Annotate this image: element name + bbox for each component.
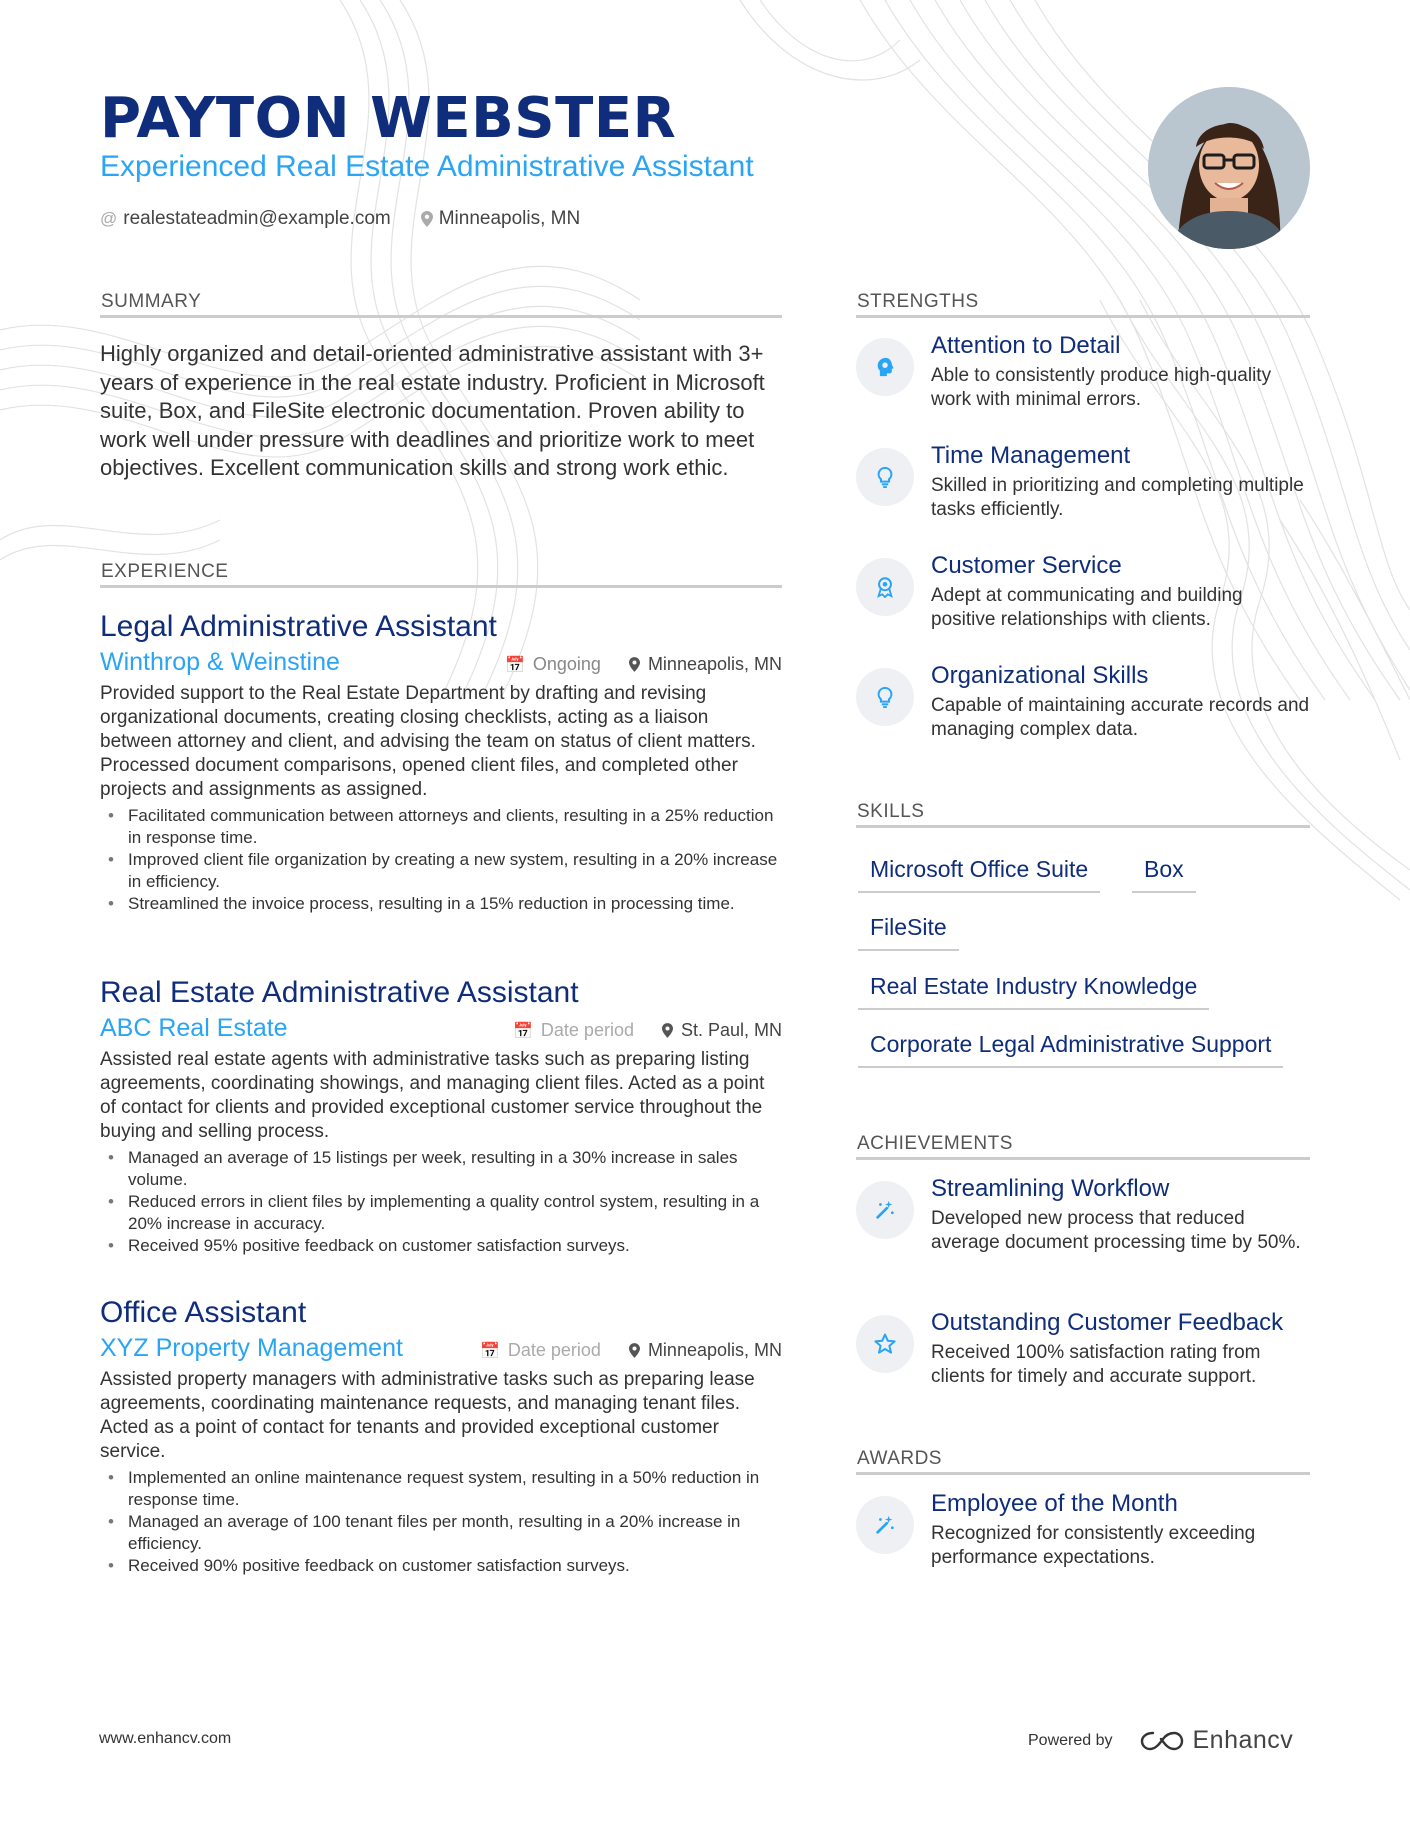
contact-row: [100, 208, 610, 230]
job-bullets: [100, 805, 782, 915]
job-bullets: [100, 1467, 782, 1577]
list-item: • Managed an average of 100 tenant files per month, resulting in a 20% increase in efficiency.: [100, 1511, 782, 1555]
at-icon: @: [100, 209, 118, 228]
list-item: • Facilitated communication between attorneys and clients, resulting in a 25% reduction in response time.: [100, 805, 782, 849]
lightbulb-icon: [856, 668, 914, 726]
skill-tag: Box: [1132, 856, 1196, 893]
strength-title: Time Management: [931, 442, 1131, 469]
job-entry: [100, 608, 782, 915]
powered-by-text: Powered by: [1028, 1731, 1113, 1749]
award-desc: Recognized for consistently exceeding performance expectations.: [931, 1523, 1256, 1568]
contact-location: [421, 208, 581, 230]
job-company: ABC Real Estate: [100, 1014, 288, 1042]
list-item: • Reduced errors in client files by implementing a quality control system, resulting in a 20% increase in accuracy.: [100, 1191, 782, 1235]
job-company: Winthrop & Weinstine: [100, 648, 340, 676]
strength-desc: Capable of maintaining accurate records and managing complex data.: [931, 695, 1310, 740]
contact-email[interactable]: [100, 208, 391, 230]
job-location: [629, 1340, 782, 1361]
location-pin-icon: [421, 211, 433, 227]
list-item: • Managed an average of 15 listings per week, resulting in a 30% increase in sales volume.: [100, 1147, 782, 1191]
star-icon: [856, 1315, 914, 1373]
job-location-text: St. Paul, MN: [680, 1020, 782, 1040]
profile-photo: [1148, 87, 1310, 249]
strength-title: Attention to Detail: [931, 332, 1121, 359]
job-description: Assisted real estate agents with administrative tasks such as preparing listing agreements, coordinating showings, and managing client files. Acted as a point of contact for clients and provided exceptional customer service throughout the buying and selling process.: [100, 1049, 765, 1142]
summary-heading: SUMMARY: [101, 291, 202, 312]
list-item: • Streamlined the invoice process, resulting in a 15% reduction in processing time.: [100, 893, 782, 915]
job-role: Office Assistant: [100, 1296, 307, 1329]
achievement-desc: Developed new process that reduced average document processing time by 50%.: [931, 1208, 1301, 1253]
footer-powered: [1028, 1726, 1293, 1755]
job-location-text: Minneapolis, MN: [647, 1340, 782, 1360]
head-icon: [856, 338, 914, 396]
skills-divider: [856, 825, 1310, 828]
summary-divider: [100, 315, 782, 318]
skill-tag: Real Estate Industry Knowledge: [858, 973, 1209, 1010]
skill-tag: FileSite: [858, 914, 959, 951]
achievements-divider: [856, 1157, 1310, 1160]
achievements-heading: ACHIEVEMENTS: [857, 1133, 1013, 1154]
list-item: • Received 95% positive feedback on customer satisfaction surveys.: [100, 1235, 782, 1257]
achievement-title: Outstanding Customer Feedback: [931, 1309, 1284, 1336]
job-date: [505, 654, 601, 675]
strength-desc: Skilled in prioritizing and completing multiple tasks efficiently.: [931, 475, 1304, 520]
strength-title: Organizational Skills: [931, 662, 1149, 689]
job-location: [662, 1020, 782, 1041]
job-location-text: Minneapolis, MN: [647, 654, 782, 674]
job-date: [480, 1340, 601, 1361]
summary-text: Highly organized and detail-oriented administrative assistant with 3+ years of experience in the real estate industry. Proficient in Microsoft suite, Box, and FileSite electronic documentation. Proven ability to work well under pressure with deadlines and prioritize work to meet objectives. Excellent communication skills and strong work ethic.: [100, 341, 765, 480]
job-date-text: Date period: [507, 1340, 601, 1360]
location-text: Minneapolis, MN: [438, 208, 581, 229]
calendar-icon: 📅: [504, 656, 525, 674]
location-pin-icon: [662, 1023, 673, 1038]
skills-heading: SKILLS: [857, 801, 925, 822]
candidate-name: PAYTON WEBSTER: [100, 86, 677, 151]
award-icon: [856, 558, 914, 616]
job-date-text: Ongoing: [532, 654, 601, 674]
job-date: [513, 1020, 634, 1041]
strengths-heading: STRENGTHS: [857, 291, 979, 312]
list-item: • Improved client file organization by creating a new system, resulting in a 20% increase in efficiency.: [100, 849, 782, 893]
achievement-desc: Received 100% satisfaction rating from clients for timely and accurate support.: [931, 1342, 1261, 1387]
brand-logo[interactable]: [1139, 1726, 1294, 1755]
wand-icon: [856, 1181, 914, 1239]
location-pin-icon: [629, 1343, 640, 1358]
footer-website[interactable]: www.enhancv.com: [99, 1730, 232, 1747]
strength-desc: Adept at communicating and building positive relationships with clients.: [931, 585, 1243, 630]
job-role: Real Estate Administrative Assistant: [100, 976, 579, 1009]
skill-tag: Microsoft Office Suite: [858, 856, 1100, 893]
achievement-title: Streamlining Workflow: [931, 1175, 1170, 1202]
job-role: Legal Administrative Assistant: [100, 610, 497, 643]
strength-desc: Able to consistently produce high-quality work with minimal errors.: [931, 365, 1272, 410]
job-date-text: Date period: [540, 1020, 634, 1040]
enhancv-logo-icon: [1139, 1729, 1185, 1753]
job-location: [629, 654, 782, 675]
calendar-icon: 📅: [512, 1022, 533, 1040]
job-entry: [100, 1294, 782, 1577]
experience-divider: [100, 585, 782, 588]
location-pin-icon: [629, 657, 640, 672]
lightbulb-icon: [856, 448, 914, 506]
skill-tag: Corporate Legal Administrative Support: [858, 1031, 1283, 1068]
experience-heading: EXPERIENCE: [101, 561, 229, 582]
job-description: Assisted property managers with administrative tasks such as preparing lease agreements, coordinating maintenance requests, and managing tenant files. Acted as a point of contact for tenants and provided exceptional customer service.: [100, 1369, 755, 1462]
strength-title: Customer Service: [931, 552, 1122, 579]
list-item: • Received 90% positive feedback on customer satisfaction surveys.: [100, 1555, 782, 1577]
email-text: realestateadmin@example.com: [123, 208, 391, 229]
list-item: • Implemented an online maintenance request system, resulting in a 50% reduction in response time.: [100, 1467, 782, 1511]
awards-divider: [856, 1472, 1310, 1475]
strengths-divider: [856, 315, 1310, 318]
brand-name: Enhancv: [1192, 1726, 1294, 1754]
avatar: [1148, 87, 1310, 249]
job-company: XYZ Property Management: [100, 1334, 403, 1362]
wand-icon: [856, 1496, 914, 1554]
candidate-title: Experienced Real Estate Administrative Assistant: [100, 150, 754, 183]
calendar-icon: 📅: [479, 1342, 500, 1360]
job-bullets: [100, 1147, 782, 1257]
awards-heading: AWARDS: [857, 1448, 942, 1469]
job-entry: [100, 974, 782, 1257]
award-title: Employee of the Month: [931, 1490, 1178, 1517]
job-description: Provided support to the Real Estate Department by drafting and revising organizational documents, creating closing checklists, acting as a liaison between attorney and client, and advising the team on status of client matters. Processed document comparisons, opened client files, and completed other projects and assignments as assigned.: [100, 683, 756, 800]
